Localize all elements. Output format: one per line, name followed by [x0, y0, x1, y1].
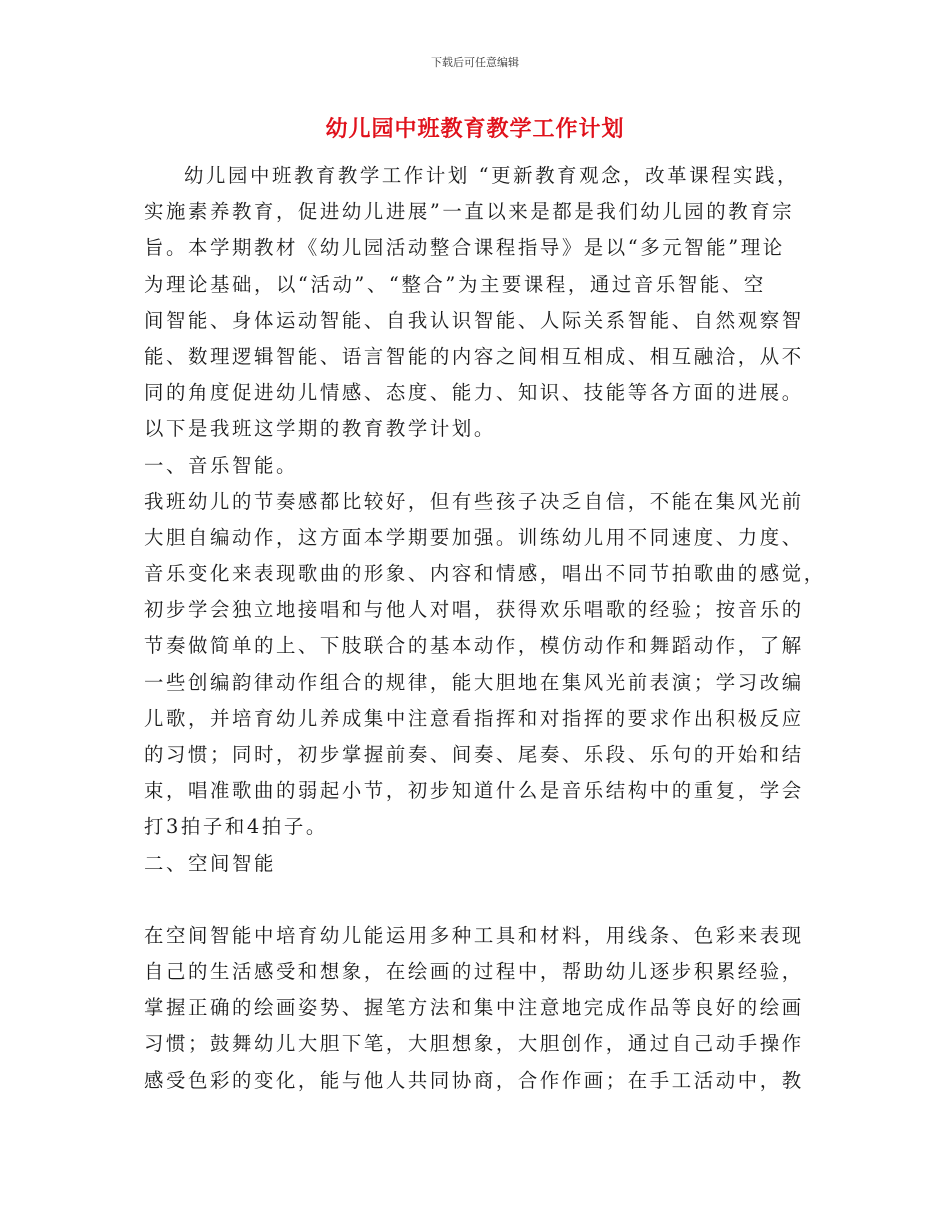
- header-note: 下载后可任意编辑: [431, 56, 519, 69]
- music-line: 初步学会独立地接唱和与他人对唱，获得欢乐唱歌的经验；按音乐的: [144, 598, 804, 622]
- music-line: 一些创编韵律动作组合的规律，能大胆地在集风光前表演；学习改编: [144, 670, 804, 694]
- section-heading-music: 一、音乐智能。: [144, 453, 298, 477]
- page-title: 幼儿园中班教育教学工作计划: [325, 116, 625, 142]
- intro-line: 为理论基础，以“活动”、“整合”为主要课程，通过音乐智能、空: [144, 272, 766, 296]
- intro-line: 旨。本学期教材《幼儿园活动整合课程指导》是以“多元智能”理论: [144, 236, 785, 260]
- music-line: 的习惯；同时，初步掌握前奏、间奏、尾奏、乐段、乐句的开始和结: [144, 743, 804, 766]
- space-line: 习惯；鼓舞幼儿大胆下笔，大胆想象，大胆创作，通过自己动手操作: [144, 1032, 804, 1056]
- intro-line: 实施素养教育，促进幼儿进展”一直以来是都是我们幼儿园的教育宗: [144, 200, 795, 224]
- music-line: 节奏做简单的上、下肢联合的基本动作，模仿动作和舞蹈动作，了解: [144, 634, 804, 658]
- intro-line: 以下是我班这学期的教育教学计划。: [144, 417, 496, 441]
- section-heading-space: 二、空间智能: [144, 851, 276, 875]
- intro-line: 能、数理逻辑智能、语言智能的内容之间相互相成、相互融洽，从不: [144, 344, 804, 368]
- intro-line: 间智能、身体运动智能、自我认识智能、人际关系智能、自然观察智: [144, 308, 804, 332]
- space-line: 感受色彩的变化，能与他人共同协商，合作作画；在手工活动中，教: [144, 1068, 804, 1092]
- space-line: 在空间智能中培育幼儿能运用多种工具和材料，用线条、色彩来表现: [144, 923, 804, 947]
- music-line: 束，唱准歌曲的弱起小节，初步知道什么是音乐结构中的重复，学会: [144, 779, 804, 803]
- document-body: [144, 158, 826, 1099]
- space-line: 自己的生活感受和想象，在绘画的过程中，帮助幼儿逐步积累经验，: [144, 959, 804, 983]
- music-line: 我班幼儿的节奏感都比较好，但有些孩子决乏自信，不能在集风光前: [144, 489, 804, 513]
- music-line: 大胆自编动作，这方面本学期要加强。训练幼儿用不同速度、力度、: [144, 525, 804, 549]
- paragraph-gap: [144, 882, 806, 918]
- music-line: 音乐变化来表现歌曲的形象、内容和情感，唱出不同节拍歌曲的感觉，: [144, 562, 826, 586]
- music-line: 儿歌，并培育幼儿养成集中注意看指挥和对指挥的要求作出积极反应: [144, 706, 804, 730]
- intro-line: 幼儿园中班教育教学工作计划 “更新教育观念，改革课程实践，: [184, 164, 800, 187]
- intro-line: 同的角度促进幼儿情感、态度、能力、知识、技能等各方面的进展。: [144, 381, 804, 405]
- space-line: 掌握正确的绘画姿势、握笔方法和集中注意地完成作品等良好的绘画: [144, 996, 804, 1020]
- music-line: 打3拍子和4拍子。: [144, 815, 328, 839]
